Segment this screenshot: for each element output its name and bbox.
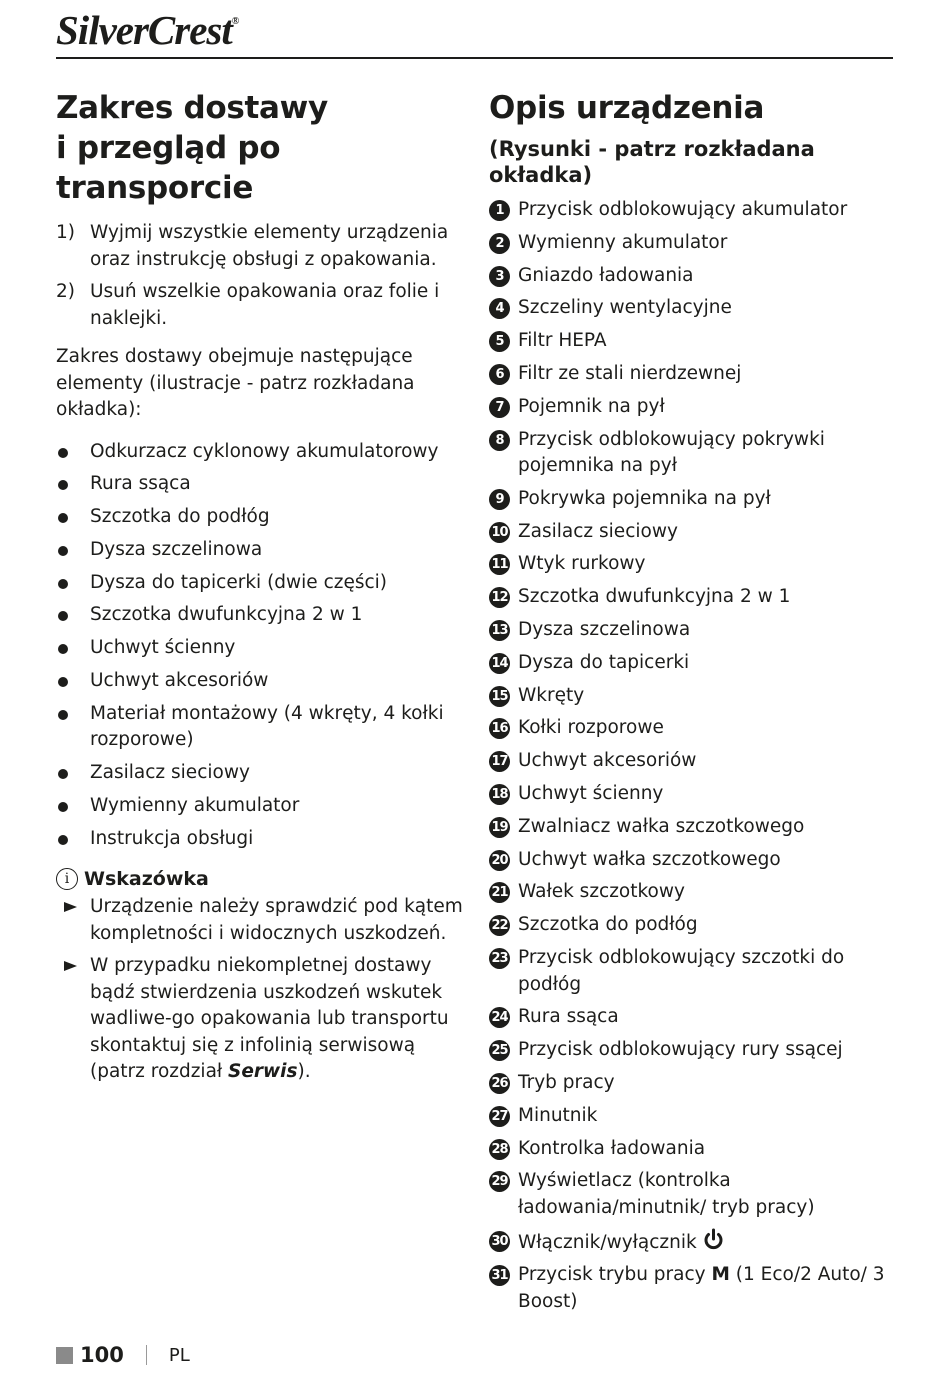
list-item-text: Szczotka dwufunkcyjna 2 w 1: [90, 604, 363, 626]
bullet-icon: [56, 701, 90, 754]
part-label: Dysza szczelinowa: [518, 619, 691, 641]
part-label: Minutnik: [518, 1104, 598, 1126]
list-item: [56, 701, 466, 754]
bullet-icon: [56, 471, 90, 498]
description-subtitle: (Rysunki - patrz rozkładana okładka): [489, 137, 815, 187]
note-heading: i Wskazówka: [56, 868, 466, 890]
part-number-badge: 24: [489, 1007, 510, 1028]
list-item: [56, 635, 466, 662]
list-item: [56, 504, 466, 531]
list-item-text: Zasilacz sieciowy: [90, 762, 250, 784]
part-item: [489, 945, 899, 998]
part-number-badge: 19: [489, 817, 510, 838]
part-label: Przycisk odblokowujący rury ssącej: [518, 1039, 843, 1061]
list-item-text: Dysza do tapicerki (dwie części): [90, 571, 387, 593]
list-item: [56, 793, 466, 820]
step-item: [56, 279, 466, 332]
part-item: [489, 1070, 899, 1097]
left-column: [56, 88, 466, 1092]
description-heading: Opis urządzenia: [489, 90, 765, 126]
bullet-icon: [56, 826, 90, 853]
part-number-badge: 5: [489, 331, 510, 352]
part-label: Wałek szczotkowy: [518, 881, 685, 903]
part-label: Dysza do tapicerki: [518, 651, 690, 673]
part-item: [489, 650, 899, 677]
part-number-badge: 3: [489, 266, 510, 287]
part-label: Pojemnik na pył: [518, 395, 665, 417]
part-number-badge: 4: [489, 298, 510, 319]
delivery-heading: Zakres dostawy i przegląd po transporcie: [56, 90, 328, 206]
part-item: [489, 1004, 899, 1031]
part-number-badge: 13: [489, 620, 510, 641]
part-label: Przycisk odblokowujący szczotki do podłóg: [518, 947, 845, 995]
right-column: [489, 88, 899, 1322]
part-item: [489, 584, 899, 611]
list-item: [56, 439, 466, 466]
part-number-badge: 31: [489, 1265, 510, 1286]
info-icon: i: [56, 868, 78, 890]
part-number-badge: 30: [489, 1231, 510, 1252]
list-item: [56, 471, 466, 498]
page-number: 100: [80, 1343, 124, 1367]
list-item-text: Uchwyt akcesoriów: [90, 670, 269, 692]
part-item: [489, 847, 899, 874]
parts-list: [489, 197, 899, 1315]
part-label: Szczeliny wentylacyjne: [518, 297, 732, 319]
list-item-text: Instrukcja obsługi: [90, 827, 254, 849]
part-label: Wymienny akumulator: [518, 231, 728, 253]
note-item: Urządzenie należy sprawdzić pod kątem kompletności i widocznych uszkodzeń.: [56, 894, 466, 947]
part-label: Tryb pracy: [518, 1071, 615, 1093]
list-item-text: Dysza szczelinowa: [90, 538, 263, 560]
bullet-icon: [56, 793, 90, 820]
part-number-badge: 10: [489, 522, 510, 543]
bullet-icon: [56, 635, 90, 662]
list-item-text: Wymienny akumulator: [90, 794, 300, 816]
part-number-badge: 15: [489, 686, 510, 707]
part-item: 30 Włącznik/wyłącznik: [489, 1228, 899, 1257]
list-item-text: Odkurzacz cyklonowy akumulatorowy: [90, 440, 439, 462]
part-number-badge: 29: [489, 1171, 510, 1192]
part-label: Przycisk odblokowujący pokrywki pojemnika na pył: [518, 428, 825, 477]
part-item: [489, 263, 899, 290]
part-number-badge: 25: [489, 1040, 510, 1061]
list-item-text: Materiał montażowy (4 wkręty, 4 kołki rozporowe): [90, 702, 444, 751]
part-label: Filtr ze stali nierdzewnej: [518, 362, 742, 384]
part-number-badge: 17: [489, 751, 510, 772]
list-item-text: Uchwyt ścienny: [90, 637, 236, 659]
list-item: [56, 537, 466, 564]
part-label: Pokrywka pojemnika na pył: [518, 487, 771, 509]
part-item: [489, 748, 899, 775]
part-label: Uchwyt akcesoriów: [518, 750, 697, 772]
part-label: Szczotka do podłóg: [518, 914, 698, 936]
part-label: Wyświetlacz (kontrolka ładowania/minutnik/ tryb pracy): [518, 1170, 815, 1218]
part-item: [489, 328, 899, 355]
part-item: [489, 617, 899, 644]
list-item: [56, 826, 466, 853]
footer-divider: [146, 1345, 147, 1365]
part-label: Zwalniacz wałka szczotkowego: [518, 815, 805, 837]
part-number-badge: 2: [489, 233, 510, 254]
brand-logo: SilverCrest®: [56, 7, 239, 53]
bullet-icon: [56, 668, 90, 695]
part-label: Kołki rozporowe: [518, 717, 664, 739]
step-item: [56, 220, 466, 273]
bullet-icon: [56, 537, 90, 564]
list-item-text: Rura ssąca: [90, 473, 191, 495]
part-label: Wtyk rurkowy: [518, 553, 646, 575]
part-item: [489, 361, 899, 388]
part-item: [489, 1168, 899, 1221]
part-number-badge: 23: [489, 948, 510, 969]
footer-marker: [56, 1347, 73, 1364]
bullet-icon: [56, 760, 90, 787]
part-item: [489, 486, 899, 513]
part-number-badge: 21: [489, 882, 510, 903]
part-number-badge: 18: [489, 784, 510, 805]
part-item: [489, 912, 899, 939]
part-label: Gniazdo ładowania: [518, 264, 694, 286]
part-number-badge: 6: [489, 364, 510, 385]
part-item: [489, 814, 899, 841]
delivery-intro: Zakres dostawy obejmuje następujące elementy (ilustracje - patrz rozkładana okładka):: [56, 346, 415, 420]
bullet-icon: [56, 570, 90, 597]
part-item: [489, 1037, 899, 1064]
part-item: 31 Przycisk trybu pracy M (1 Eco/2 Auto/ 3 Boost): [489, 1262, 899, 1315]
part-number-badge: 8: [489, 430, 510, 451]
bullet-icon: [56, 602, 90, 629]
part-number-badge: 14: [489, 653, 510, 674]
part-label: Filtr HEPA: [518, 330, 607, 352]
header-rule: [56, 57, 893, 59]
unpack-steps: [56, 220, 466, 332]
part-number-badge: 28: [489, 1139, 510, 1160]
chapter-reference: Serwis: [228, 1061, 298, 1083]
part-label: Szczotka dwufunkcyjna 2 w 1: [518, 586, 791, 608]
bullet-icon: [56, 504, 90, 531]
part-number-badge: 12: [489, 587, 510, 608]
part-number-badge: 11: [489, 554, 510, 575]
part-label: Rura ssąca: [518, 1006, 619, 1028]
list-item: [56, 668, 466, 695]
part-label: Uchwyt wałka szczotkowego: [518, 848, 781, 870]
arrow-icon: [56, 894, 90, 947]
part-item: [489, 394, 899, 421]
part-number-badge: 27: [489, 1106, 510, 1127]
language-code: PL: [168, 1344, 190, 1366]
part-number-badge: 20: [489, 850, 510, 871]
part-item: [489, 879, 899, 906]
part-item: [489, 715, 899, 742]
list-item: [56, 760, 466, 787]
part-label: Zasilacz sieciowy: [518, 520, 678, 542]
note-list: [56, 894, 466, 1086]
part-number-badge: 1: [489, 200, 510, 221]
part-label: Wkręty: [518, 684, 585, 706]
note-item: W przypadku niekompletnej dostawy bądź stwierdzenia uszkodzeń wskutek wadliwe-go opakowania lub transportu skontaktuj się z infolinią serwisową (patrz rozdział Serwis).: [56, 953, 466, 1086]
part-item: [489, 197, 899, 224]
part-label: Kontrolka ładowania: [518, 1137, 706, 1159]
part-number-badge: 26: [489, 1073, 510, 1094]
part-number-badge: 7: [489, 397, 510, 418]
power-icon: [703, 1228, 724, 1251]
arrow-icon: [56, 953, 90, 1086]
step-number: 2): [56, 281, 75, 302]
part-item: [489, 230, 899, 257]
part-item: [489, 683, 899, 710]
step-text: Usuń wszelkie opakowania oraz folie i naklejki.: [90, 281, 440, 329]
list-item: [56, 602, 466, 629]
part-number-badge: 22: [489, 915, 510, 936]
step-text: Wyjmij wszystkie elementy urządzenia oraz instrukcję obsługi z opakowania.: [90, 222, 449, 270]
step-number: 1): [56, 222, 75, 243]
part-item: [489, 1136, 899, 1163]
part-item: [489, 519, 899, 546]
part-item: [489, 1103, 899, 1130]
part-label: Uchwyt ścienny: [518, 783, 664, 805]
list-item: [56, 570, 466, 597]
bullet-icon: [56, 439, 90, 466]
part-label: Przycisk odblokowujący akumulator: [518, 199, 848, 220]
list-item-text: Szczotka do podłóg: [90, 506, 270, 528]
delivery-items-list: [56, 439, 466, 853]
part-number-badge: 9: [489, 489, 510, 510]
part-item: [489, 551, 899, 578]
part-item: [489, 427, 899, 480]
part-item: [489, 295, 899, 322]
part-number-badge: 16: [489, 718, 510, 739]
part-item: [489, 781, 899, 808]
page-footer: [56, 1343, 190, 1367]
